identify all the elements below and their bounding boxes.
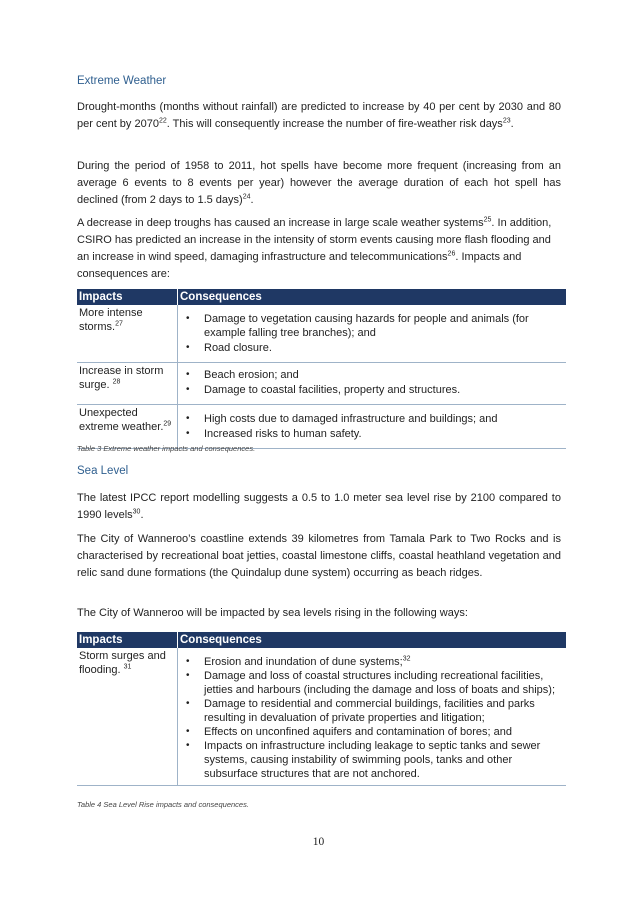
section-heading-extreme-weather: Extreme Weather bbox=[77, 75, 167, 87]
table-row bbox=[77, 305, 566, 363]
consequence-list bbox=[180, 368, 564, 397]
paragraph-drought: Drought-months (months without rainfall) are predicted to increase by 40 per cent by 2030 and 80 per cent by 2070$^{22}$. This will consequently increase the number of fire-weather risk days$^{23}$. bbox=[77, 101, 561, 130]
list-item: • Erosion and inundation of dune systems;$^{32}$ bbox=[204, 655, 564, 669]
column-header-consequences: Consequences bbox=[178, 289, 567, 305]
paragraph-impacted: The City of Wanneroo will be impacted by sea levels rising in the following ways: bbox=[77, 607, 468, 619]
paragraph-troughs: A decrease in deep troughs has caused an increase in large scale weather systems$^{25}$. In addition, CSIRO has predicted an increase in the intensity of storm events causing more flash flooding and an increase in wind speed, damaging infrastructure and telecommunications$^{26}$. Impacts and consequences are: bbox=[77, 216, 552, 280]
table-header-row bbox=[77, 632, 566, 648]
consequence-cell bbox=[178, 648, 567, 786]
list-item: • Damage to vegetation causing hazards for people and animals (for example falling tree branches); and bbox=[204, 312, 564, 340]
consequence-list bbox=[180, 312, 564, 355]
column-header-impacts: Impacts bbox=[77, 289, 178, 305]
table-caption: Table 3 Extreme weather impacts and consequences. bbox=[77, 444, 256, 453]
impact-cell: Increase in storm surge. $^{28}$ bbox=[77, 363, 178, 405]
footnote-ref: 24 bbox=[242, 193, 251, 201]
page-number: 10 bbox=[312, 836, 325, 848]
consequence-cell bbox=[178, 305, 567, 363]
impact-cell: Storm surges and flooding. $^{31}$ bbox=[77, 648, 178, 786]
consequence-cell bbox=[178, 363, 567, 405]
section-heading-sea-level: Sea Level bbox=[77, 465, 129, 477]
paragraph-coastline: The City of Wanneroo’s coastline extends 39 kilometres from Tamala Park to Two Rocks and is characterised by recreational boat jetties, coastal limestone cliffs, coastal heathland vegetation and relic sand dune formations (the Quindalup dune system) occurring as beach ridges. bbox=[77, 533, 561, 579]
footnote-ref: 26 bbox=[447, 250, 456, 258]
table-row bbox=[77, 405, 566, 449]
footnote-ref: 25 bbox=[483, 216, 492, 224]
list-item: • High costs due to damaged infrastructure and buildings; and bbox=[204, 412, 564, 426]
column-header-impacts: Impacts bbox=[77, 632, 178, 648]
list-item: • Road closure. bbox=[204, 341, 564, 355]
impact-cell: More intense storms.$^{27}$ bbox=[77, 305, 178, 363]
footnote-ref: 22 bbox=[158, 117, 167, 125]
list-item: • Increased risks to human safety. bbox=[204, 427, 564, 441]
list-item: • Impacts on infrastructure including leakage to septic tanks and sewer systems, causing instability of swimming pools, tanks and other subsurface structures that are not anchored. bbox=[204, 739, 564, 781]
list-item: • Damage to coastal facilities, property and structures. bbox=[204, 383, 564, 397]
table-row bbox=[77, 363, 566, 405]
consequence-cell bbox=[178, 405, 567, 449]
footnote-ref: 30 bbox=[132, 508, 141, 516]
footnote-ref: 23 bbox=[502, 117, 511, 125]
list-item: • Damage and loss of coastal structures including recreational facilities, jetties and harbours (including the damage and loss of boats and ships); bbox=[204, 669, 564, 697]
paragraph-ipcc: The latest IPCC report modelling suggests a 0.5 to 1.0 meter sea level rise by 2100 compared to 1990 levels$^{30}$. bbox=[77, 492, 561, 521]
table-caption: Table 4 Sea Level Rise impacts and consequences. bbox=[77, 800, 249, 809]
list-item: • Effects on unconfined aquifers and contamination of bores; and bbox=[204, 725, 564, 739]
list-item: • Damage to residential and commercial buildings, facilities and parks resulting in devaluation of private properties and litigation; bbox=[204, 697, 564, 725]
consequence-list bbox=[180, 412, 564, 441]
paragraph-hot-spells: During the period of 1958 to 2011, hot spells have become more frequent (increasing from an average 6 events to 8 events per year) however the average duration of each hot spell has declined (from 2 days to 1.5 days)$^{24}$. bbox=[77, 160, 561, 206]
list-item: • Beach erosion; and bbox=[204, 368, 564, 382]
sea-level-table bbox=[77, 632, 566, 786]
extreme-weather-table bbox=[77, 289, 566, 449]
table-row bbox=[77, 648, 566, 786]
consequence-list bbox=[180, 655, 564, 781]
table-header-row bbox=[77, 289, 566, 305]
impact-cell: Unexpected extreme weather.$^{29}$ bbox=[77, 405, 178, 449]
column-header-consequences: Consequences bbox=[178, 632, 567, 648]
